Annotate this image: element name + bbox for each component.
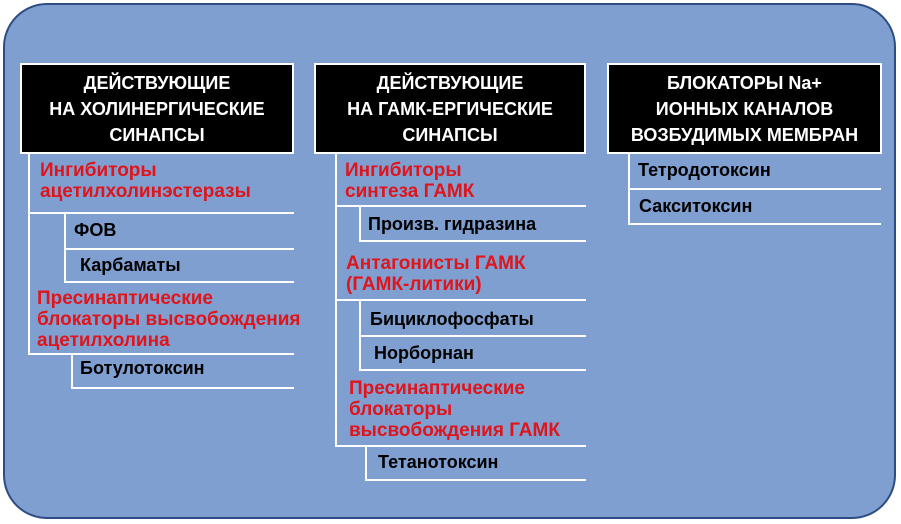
header-gaba-text: ДЕЙСТВУЮЩИЕ НА ГАМК-ЕРГИЧЕСКИЕ СИНАПСЫ — [347, 72, 553, 145]
group-gaba-antagonists: Антагонисты ГАМК (ГАМК-литики) — [346, 253, 526, 295]
item-botulotoxin: Ботулотоксин — [80, 358, 205, 378]
connector-line — [28, 154, 30, 354]
connector-line — [359, 335, 586, 337]
header-cholinergic-text: ДЕЙСТВУЮЩИЕ НА ХОЛИНЕРГИЧЕСКИЕ СИНАПСЫ — [49, 72, 265, 145]
item-fov: ФОВ — [74, 220, 117, 240]
item-saxitoxin: Сакситоксин — [639, 196, 753, 216]
connector-line — [64, 248, 294, 250]
connector-line — [64, 281, 294, 283]
connector-line — [71, 353, 73, 389]
connector-line — [71, 387, 294, 389]
connector-line — [359, 299, 361, 369]
connector-line — [628, 223, 881, 225]
header-na-blockers-text: БЛОКАТОРЫ Na+ ИОННЫХ КАНАЛОВ ВОЗБУДИМЫХ МЕМБРАН — [630, 72, 859, 145]
header-na-blockers — [607, 63, 882, 154]
item-bicyclophosphates: Бициклофосфаты — [370, 309, 534, 329]
connector-line — [335, 299, 586, 301]
group-presynaptic-gaba: Пресинаптические блокаторы высвобождения ГАМК — [349, 378, 560, 441]
connector-line — [365, 479, 586, 481]
item-tetrodotoxin: Тетродотоксин — [638, 160, 771, 180]
connector-line — [359, 205, 361, 241]
connector-line — [28, 353, 294, 355]
connector-line — [359, 240, 586, 242]
header-gaba — [314, 63, 586, 154]
connector-line — [64, 212, 66, 282]
group-ache-inhibitors: Ингибиторы ацетилхолинэстеразы — [40, 160, 251, 202]
group-presynaptic-ach: Пресинаптические блокаторы высвобождения ацетилхолина — [37, 288, 301, 351]
item-hydrazine-derivatives: Произв. гидразина — [368, 214, 537, 234]
header-cholinergic — [20, 63, 294, 154]
item-norbornane: Норборнан — [374, 343, 474, 363]
group-gaba-synthesis-inhibitors: Ингибиторы синтеза ГАМК — [345, 160, 475, 202]
connector-line — [359, 369, 586, 371]
connector-line — [628, 188, 881, 190]
connector-line — [335, 445, 586, 447]
item-carbamates: Карбаматы — [80, 255, 181, 275]
connector-line — [365, 445, 367, 481]
connector-line — [28, 212, 294, 214]
connector-line — [335, 205, 586, 207]
item-tetanotoxin: Тетанотоксин — [378, 452, 499, 472]
